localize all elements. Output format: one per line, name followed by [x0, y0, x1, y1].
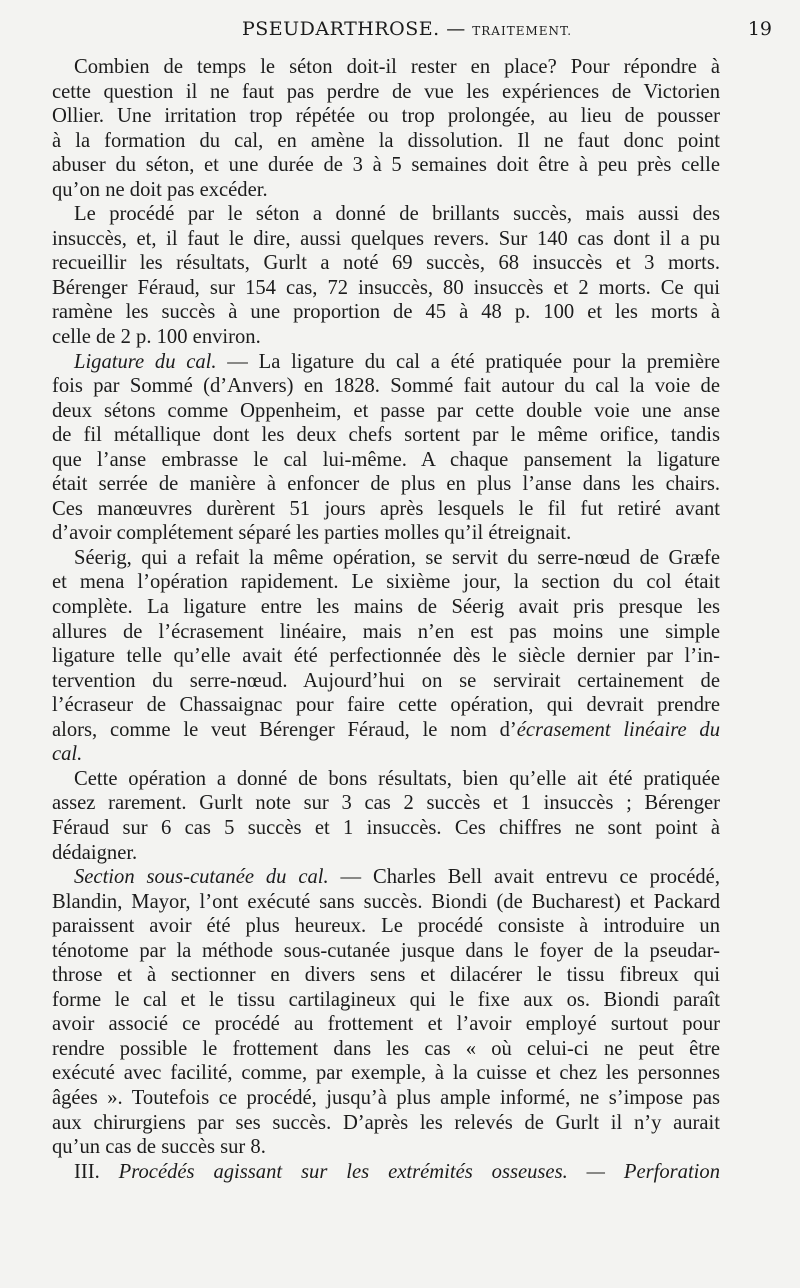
text-line: ligature telle qu’elle avait été perfectionnée dès le siècle dernier par l’in-: [52, 645, 720, 668]
text-fragment: alors, comme le veut Bérenger Féraud, le nom d’: [52, 718, 517, 741]
text-line: Féraud sur 6 cas 5 succès et 1 insuccès. Ces chiffres ne sont point à: [52, 816, 720, 839]
ecrasement-term: écrasement linéaire du: [516, 718, 720, 741]
section-number: III.: [74, 1160, 100, 1183]
text-line: assez rarement. Gurlt note sur 3 cas 2 succès et 1 insuccès ; Bérenger: [52, 792, 720, 815]
text-line: Combien de temps le séton doit-il rester en place? Pour répondre à: [74, 56, 720, 78]
text-line: throse et à sectionner en divers sens et dilacérer le tissu fibreux qui: [52, 964, 720, 987]
text-line: âgées ». Toutefois ce procédé, jusqu’à plus ample informé, ne s’impose pas: [52, 1086, 720, 1109]
text-line-section: [52, 865, 720, 890]
text-fragment: — Charles Bell avait entrevu ce procédé,: [340, 866, 720, 889]
text-line: d’avoir complétement séparé les parties molles qu’il étreignait.: [52, 522, 572, 545]
text-line: ramène les succès à une proportion de 45 à 48 p. 100 et les morts à: [52, 301, 720, 324]
text-line: [52, 742, 720, 767]
text-line: qu’on ne doit pas excéder.: [52, 178, 268, 201]
running-header: [52, 18, 772, 48]
text-line-ecrasement: [52, 718, 720, 743]
text-line: deux sétons comme Oppenheim, et passe par cette double voie une anse: [52, 399, 720, 422]
text-line: Bérenger Féraud, sur 154 cas, 72 insuccès, 80 insuccès et 2 morts. Ce qui: [52, 276, 720, 299]
text-line: celle de 2 p. 100 environ.: [52, 326, 261, 349]
text-line: avoir associé ce procédé au frottement et l’avoir employé surtout pour: [52, 1013, 720, 1036]
text-line: rendre possible le frottement dans les cas « où celui-ci ne peut être: [52, 1037, 720, 1060]
text-line: était serrée de manière à enfoncer de plus en plus l’anse dans les chairs.: [52, 473, 720, 496]
section-iii-heading: Procédés agissant sur les extrémités osseuses. — Perforation: [118, 1160, 720, 1183]
ecrasement-term-end: cal.: [52, 743, 83, 766]
text-line: recueillir les résultats, Gurlt a noté 69 succès, 68 insuccès et 3 morts.: [52, 252, 720, 275]
text-line: insuccès, et, il faut le dire, aussi quelques revers. Sur 140 cas dont il a pu: [52, 227, 720, 250]
text-line: allures de l’écrasement linéaire, mais n’en est pas moins une simple: [52, 620, 720, 643]
text-line: Ollier. Une irritation trop répétée ou trop prolongée, au lieu de pousser: [52, 105, 720, 128]
text-line-ligature: [52, 350, 720, 375]
text-line: de fil métallique dont les deux chefs sortent par le même orifice, tandis: [52, 424, 720, 447]
text-line: l’écraseur de Chassaignac pour faire cette opération, qui devrait prendre: [52, 694, 720, 717]
text-line: forme le cal et le tissu cartilagineux qui le fixe aux os. Biondi paraît: [52, 988, 720, 1011]
text-line: dédaigner.: [52, 841, 138, 864]
text-line: et mena l’opération rapidement. Le sixième jour, la section du col était: [52, 571, 720, 594]
text-line: Ces manœuvres durèrent 51 jours après lesquels le fil fut retiré avant: [52, 497, 720, 520]
text-line: que l’anse embrasse le cal lui-même. A chaque pansement la ligature: [52, 448, 720, 471]
running-title-dash: —: [439, 18, 473, 40]
text-line: qu’un cas de succès sur 8.: [52, 1136, 266, 1159]
text-line: Séerig, qui a refait la même opération, se servit du serre-nœud de Græfe: [74, 546, 720, 569]
page-number: 19: [747, 18, 772, 40]
text-line: Cette opération a donné de bons résultats, bien qu’elle ait été pratiquée: [74, 767, 720, 790]
text-line: abuser du séton, et une durée de 3 à 5 semaines doit être à peu près celle: [52, 154, 720, 177]
text-line: à la formation du cal, en amène la dissolution. Il ne faut donc point: [52, 129, 720, 152]
text-line: paraissent avoir été plus heureux. Le procédé consiste à introduire un: [52, 915, 720, 938]
text-line: Le procédé par le séton a donné de brillants succès, mais aussi des: [74, 203, 720, 226]
section-heading: Section sous-cutanée du cal.: [74, 866, 329, 889]
text-line: complète. La ligature entre les mains de Séerig avait pris presque les: [52, 596, 720, 619]
text-line-section-iii: [52, 1160, 720, 1185]
running-title: [242, 18, 572, 40]
text-line: Blandin, Mayor, l’ont exécuté sans succès. Biondi (de Bucharest) et Packard: [52, 890, 720, 913]
ligature-heading: Ligature du cal.: [74, 350, 217, 373]
text-line: exécuté avec facilité, comme, par exemple, à la cuisse et chez les personnes: [52, 1062, 720, 1085]
running-title-main: PSEUDARTHROSE.: [242, 18, 440, 40]
text-line: cette question il ne faut pas perdre de vue les expériences de Victorien: [52, 80, 720, 103]
running-title-sub: TRAITEMENT.: [472, 24, 573, 38]
text-line: tervention du serre-nœud. Aujourd’hui on se servirait certainement de: [52, 669, 720, 692]
text-line: ténotome par la méthode sous-cutanée jusque dans le foyer de la pseudar-: [52, 939, 720, 962]
text-line: aux chirurgiens par ses succès. D’après les relevés de Gurlt il n’y aurait: [52, 1111, 720, 1134]
text-line: fois par Sommé (d’Anvers) en 1828. Sommé fait autour du cal la voie de: [52, 375, 720, 398]
text-fragment: — La ligature du cal a été pratiquée pour la première: [227, 350, 720, 373]
body-text: [52, 55, 720, 1184]
